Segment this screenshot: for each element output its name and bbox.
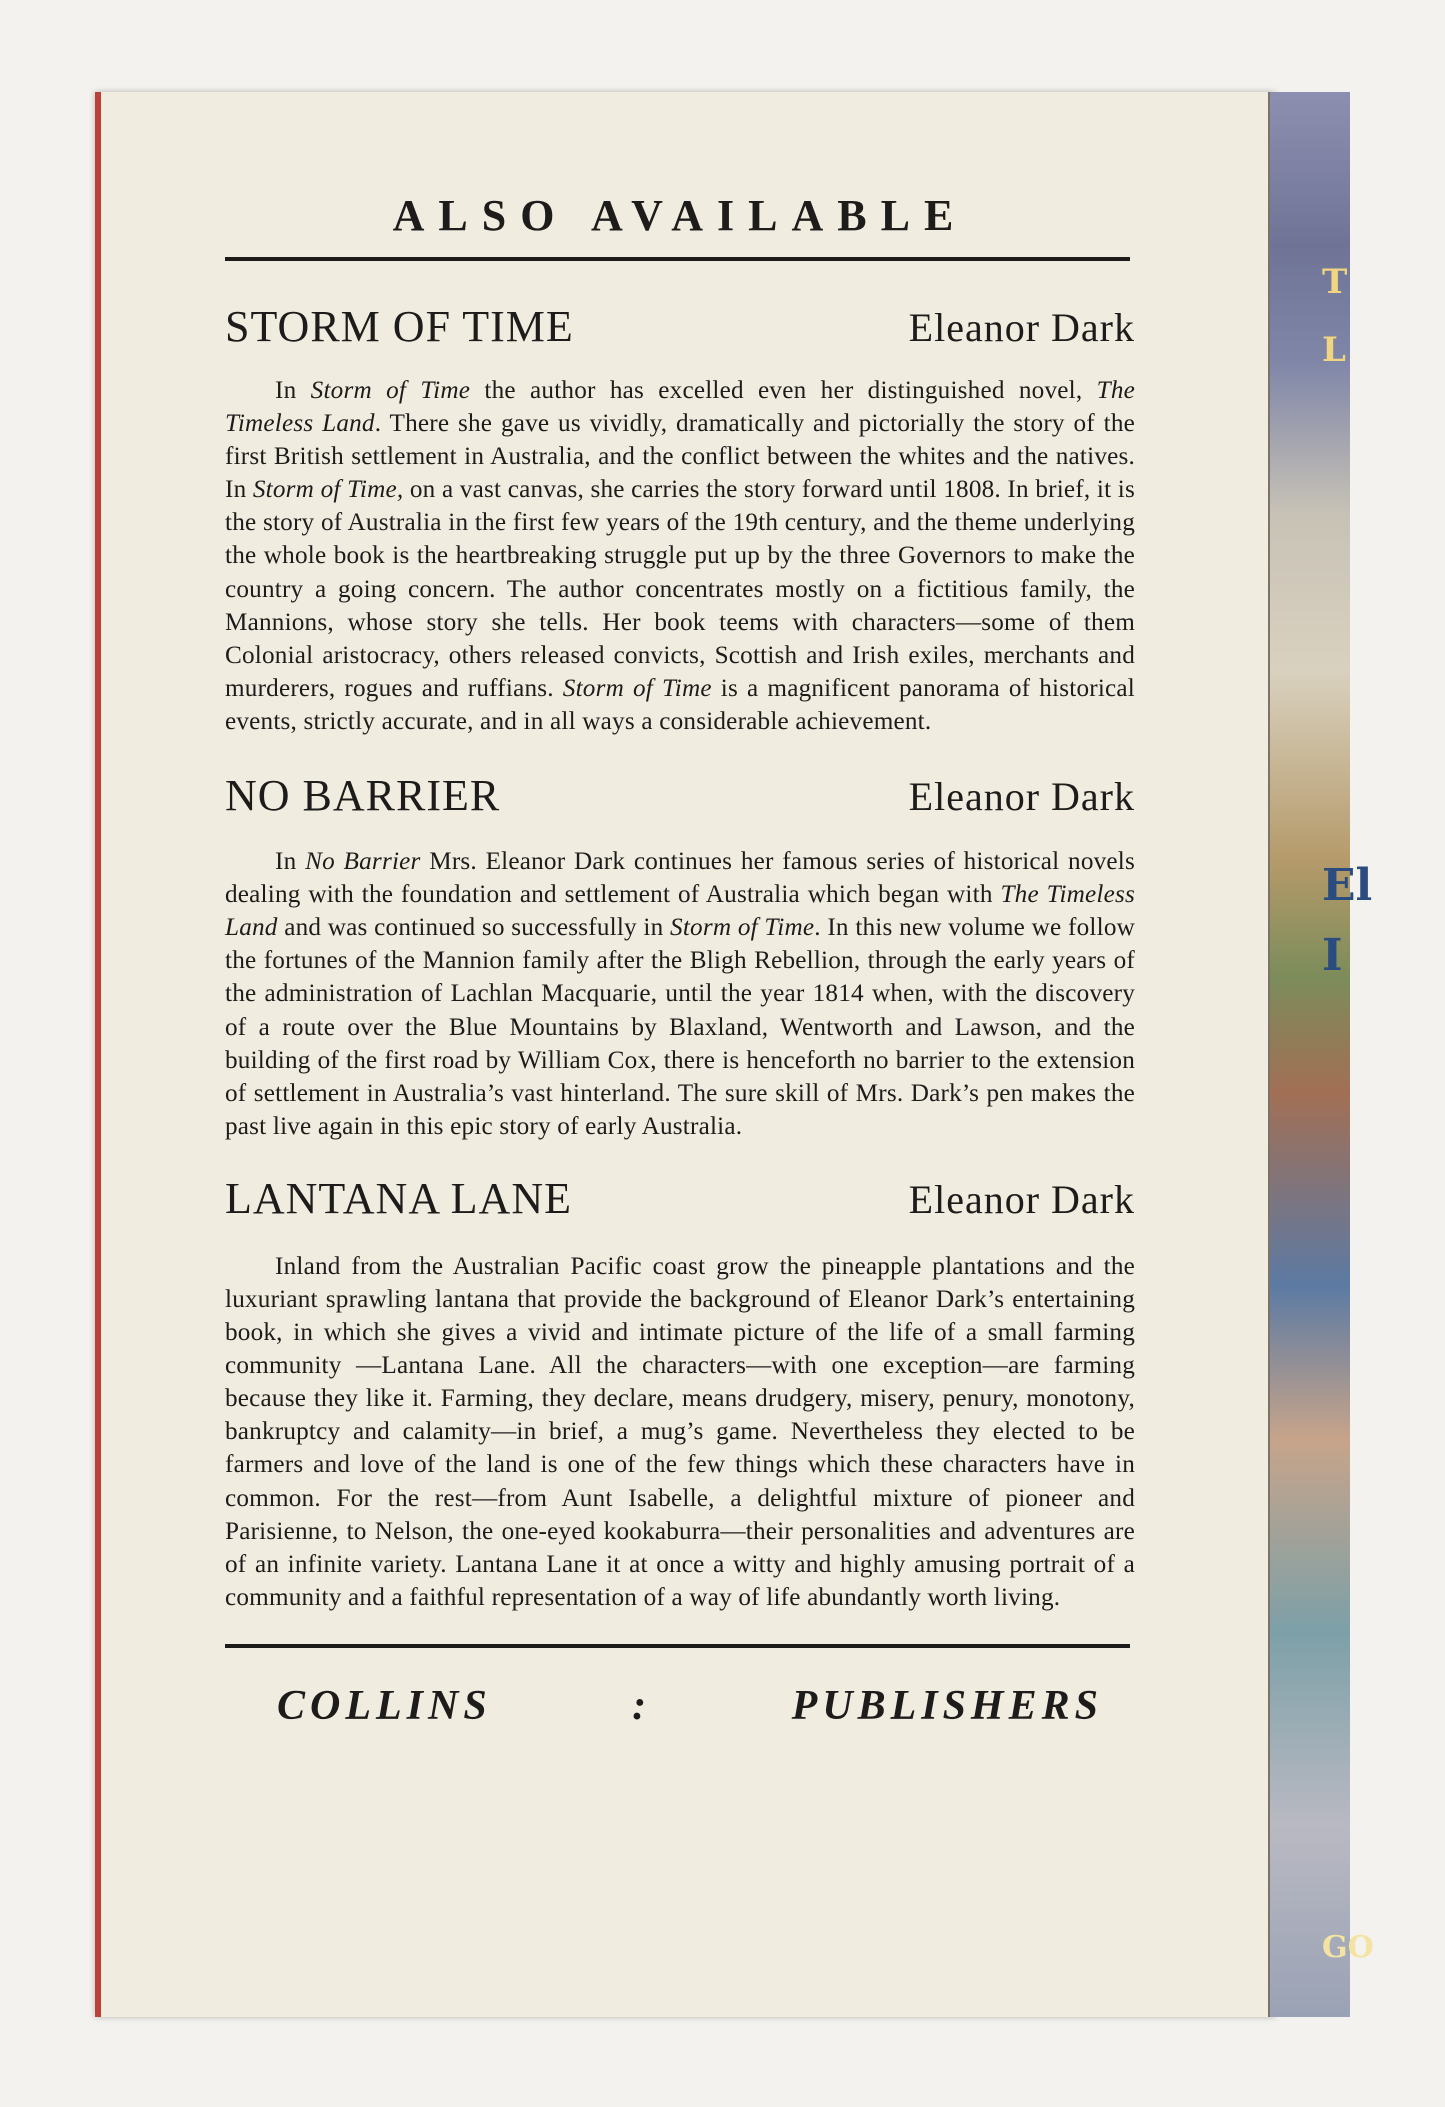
- book-description: Inland from the Australian Pacific coast grow the pineapple plantations and the luxuriant sprawling lantana that provide the background of Eleanor Dark’s entertaining book, in which she gives a vivid and intimate picture of the life of a small farming community —Lantana Lane. All the characters—with one exception—are farming because they like it. Farming, they declare, means drudgery, misery, penury, monotony, bankruptcy and calamity—in brief, a mug’s game. Nevertheless they elected to be farmers and love of the land is one of the few things which these characters have in common. For the rest—from Aunt Isabelle, a delightful mixture of pioneer and Parisienne, to Nelson, the one-eyed kookaburra—their personalities and adventures are of an infinite variety. Lantana Lane it at once a witty and highly amusing portrait of a community and a faithful representation of a way of life abundantly worth living.: [225, 1252, 1135, 1611]
- book-spine: [1268, 92, 1350, 2017]
- spine-lettering-5: GO: [1322, 1930, 1374, 1965]
- book-title-reference: Storm of Time: [562, 674, 712, 702]
- publisher-name: COLLINS: [277, 1682, 492, 1729]
- book-author: Eleanor Dark: [908, 774, 1135, 820]
- book-title-reference: Storm of Time: [670, 914, 815, 942]
- book-title-reference: Storm of Time: [310, 377, 471, 404]
- book-heading: [225, 768, 1135, 825]
- page-title: ALSO AVAILABLE: [392, 191, 968, 240]
- publisher-label: PUBLISHERS: [791, 1682, 1103, 1729]
- book-entry: [225, 299, 1135, 738]
- book-title: LANTANA LANE: [225, 1173, 572, 1223]
- bottom-divider: [225, 1644, 1130, 1648]
- book-title-reference: The Timeless Land: [225, 377, 1135, 438]
- top-divider: [225, 257, 1130, 261]
- book-description: In Storm of Time the author has excelled even her distinguished novel, The Timeless Land. There she gave us vividly, dramatically and pictorially the story of the first British settlement in Australia, and the conflict between the whites and the natives. In Storm of Time, on a vast canvas, she carries the story forward until 1808. In brief, it is the story of Australia in the first few years of the 19th century, and the theme underlying the whole book is the heartbreaking struggle put up by the three Governors to make the country a going concern. The author concentrates mostly on a fictitious family, the Mannions, whose story she tells. Her book teems with characters—some of them Colonial aristocracy, others released convicts, Scottish and Irish exiles, merchants and murderers, rogues and ruffians. Storm of Time is a magnificent panorama of historical events, strictly accurate, and in all ways a considerable achievement.: [225, 377, 1135, 735]
- book-title-reference: Storm of Time,: [252, 476, 404, 504]
- publisher-line: [225, 1682, 1135, 1730]
- book-title-reference: The Timeless Land: [225, 881, 1135, 942]
- book-heading: [225, 299, 1135, 356]
- spine-lettering-1: T: [1322, 262, 1348, 302]
- book-author: Eleanor Dark: [908, 1176, 1135, 1222]
- book-author: Eleanor Dark: [908, 305, 1135, 350]
- book-entry: [225, 1171, 1135, 1614]
- spine-lettering-2: L: [1322, 330, 1346, 370]
- book-entry: [225, 768, 1135, 1143]
- spine-lettering-3: El: [1322, 860, 1373, 911]
- publisher-separator: :: [632, 1682, 652, 1729]
- book-heading: [225, 1171, 1135, 1228]
- cover-content: [225, 190, 1135, 1730]
- book-description: In No Barrier Mrs. Eleanor Dark continues her famous series of historical novels dealing with the foundation and settlement of Australia which began with The Timeless Land and was continued so successfully in Storm of Time. In this new volume we follow the fortunes of the Mannion family after the Bligh Rebellion, through the early years of the administration of Lachlan Macquarie, until the year 1814 when, with the discovery of a route over the Blue Mountains by Blaxland, Wentworth and Lawson, and the building of the first road by William Cox, there is henceforth no barrier to the extension of settlement in Australia’s vast hinterland. The sure skill of Mrs. Dark’s pen makes the past live again in this epic story of early Australia.: [225, 848, 1135, 1140]
- cover-edge: [95, 92, 101, 2017]
- book-title: STORM OF TIME: [225, 302, 574, 351]
- book-title-reference: No Barrier: [305, 848, 421, 876]
- book-title: NO BARRIER: [225, 771, 501, 821]
- spine-lettering-4: I: [1322, 930, 1343, 981]
